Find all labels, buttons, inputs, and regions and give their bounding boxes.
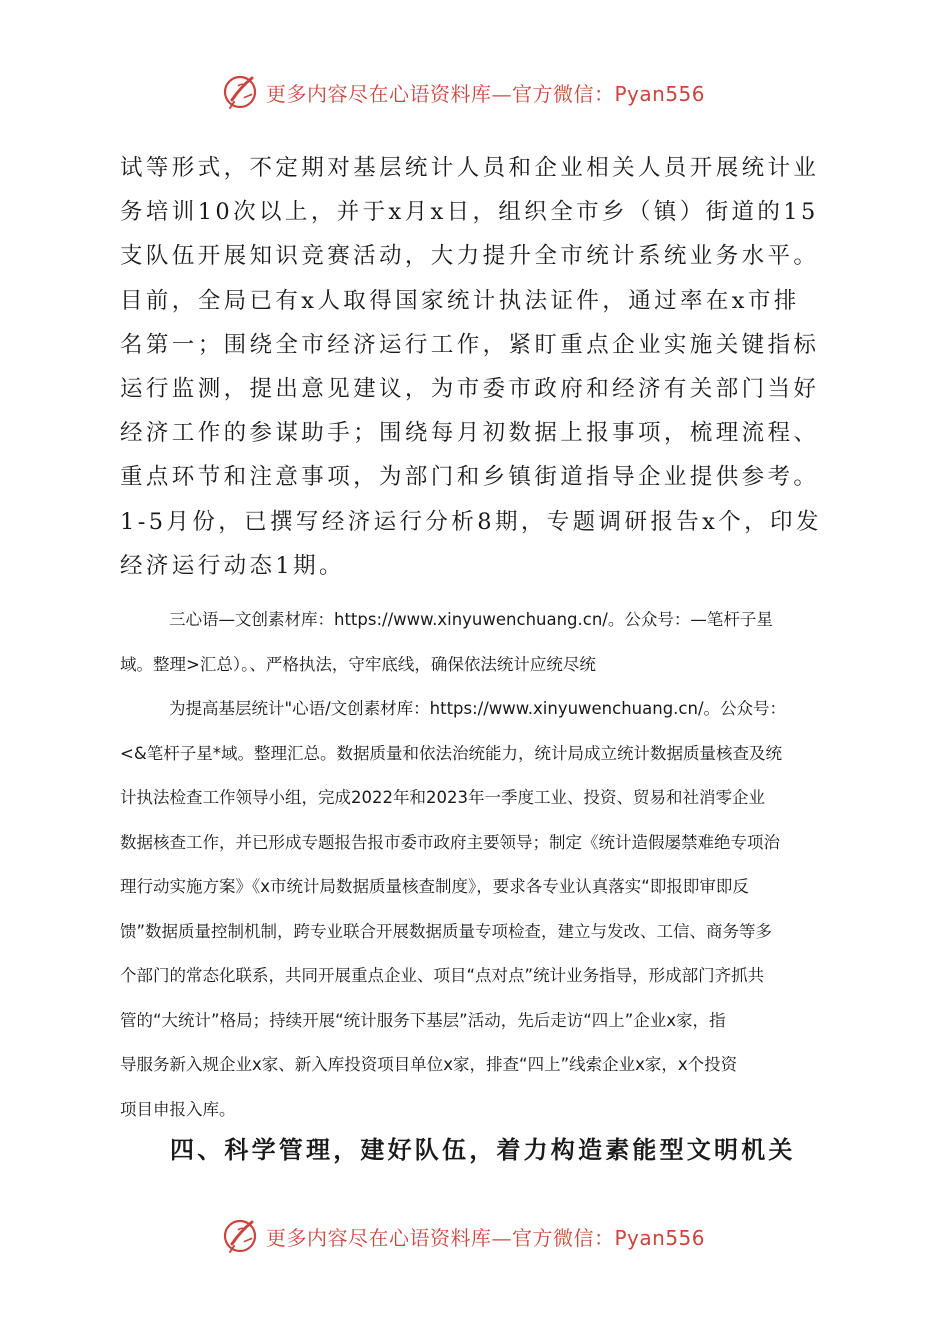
text-line: 理行动实施方案》《x市统计局数据质量核查制度》，要求各专业认真落实“即报即审即反 <box>120 877 749 896</box>
text-line: 馈”数据质量控制机制，跨专业联合开展数据质量专项检查，建立与发改、工信、商务等多 <box>120 921 773 941</box>
text-line: 试等形式，不定期对基层统计人员和企业相关人员开展统计业 <box>120 155 820 181</box>
watermark-id: Pyan556 <box>614 1225 706 1250</box>
pen-logo-icon <box>222 72 262 112</box>
text-line: 1-5月份，已撰写经济运行分析8期，专题调研报告x个，印发 <box>120 508 822 535</box>
text-line: 三心语—文创素材库：https://www.xinyuwenchuang.cn/。公众号：—笔杆子星 <box>169 610 773 629</box>
text-line: 个部门的常态化联系，共同开展重点企业、项目“点对点”统计业务指导，形成部门齐抓共 <box>120 966 765 985</box>
text-line: 项目申报入库。 <box>120 1099 236 1119</box>
text-line: 导服务新入规企业x家、新入库投资项目单位x家，排查“四上”线索企业x家，x个投资 <box>120 1055 738 1074</box>
text-line: 目前，全局已有x人取得国家统计执法证件，通过率在x市排 <box>120 287 800 314</box>
section-heading: 四、科学管理，建好队伍，着力构造素能型文明机关 <box>170 1135 796 1164</box>
watermark-id: Pyan556 <box>614 81 706 106</box>
pen-logo-icon <box>222 1216 262 1256</box>
text-line: 计执法检查工作领导小组，完成2022年和2023年一季度工业、投资、贸易和社消零企业 <box>120 788 765 807</box>
watermark-banner-bottom <box>222 1212 822 1260</box>
text-line: 经济运行动态1期。 <box>120 552 345 579</box>
watermark-text: 更多内容尽在心语资料库—官方微信：Pyan556 <box>266 1225 706 1250</box>
text-line: 支队伍开展知识竞赛活动，大力提升全市统计系统业务水平。 <box>120 243 820 270</box>
text-line: 务培训10次以上，并于x月x日，组织全市乡（镇）街道的15 <box>120 199 819 226</box>
text-line: 运行监测，提出意见建议，为市委市政府和经济有关部门当好 <box>120 376 820 403</box>
paragraph-law-enforcement <box>120 598 830 1132</box>
text-line: 名第一；围绕全市经济运行工作，紧盯重点企业实施关键指标 <box>120 331 820 358</box>
watermark-text: 更多内容尽在心语资料库—官方微信：Pyan556 <box>266 81 706 106</box>
text-line: 为提高基层统计"心语/文创素材库：https://www.xinyuwenchuang.cn/。公众号： <box>169 699 787 718</box>
text-line: 管的“大统计”格局；持续开展“统计服务下基层”活动，先后走访“四上”企业x家，指 <box>120 1010 726 1030</box>
text-line: 数据核查工作，并已形成专题报告报市委市政府主要领导；制定《统计造假屡禁难绝专项治 <box>120 832 780 852</box>
text-line: 重点环节和注意事项，为部门和乡镇街道指导企业提供参考。 <box>120 464 820 491</box>
text-line: 经济工作的参谋助手；围绕每月初数据上报事项，梳理流程、 <box>120 420 820 447</box>
watermark-banner-top <box>222 68 822 116</box>
text-line: 域。整理>汇总）。、严格执法，守牢底线，确保依法统计应统尽统 <box>120 654 596 674</box>
text-line: <&笔杆子星*域。整理汇总。数据质量和依法治统能力，统计局成立统计数据质量核查及统 <box>120 743 782 763</box>
paragraph-training <box>120 146 830 588</box>
